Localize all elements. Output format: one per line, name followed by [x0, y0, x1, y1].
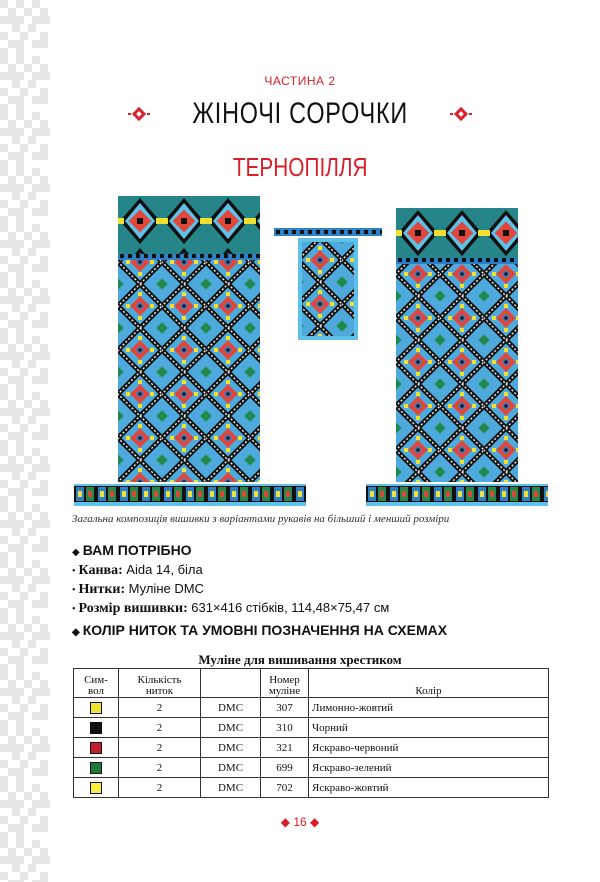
number-cell: 310 — [261, 718, 309, 738]
number-cell: 702 — [261, 778, 309, 798]
table-row — [74, 698, 549, 718]
diamond-ornament-icon — [450, 103, 472, 125]
diamond-bullet-icon: ◆ — [280, 815, 290, 829]
embroidery-front-panel — [118, 196, 260, 482]
threads-value: Муліне DMC — [128, 581, 204, 596]
table-row — [74, 738, 549, 758]
page-title: ЖІНОЧІ СОРОЧКИ — [192, 97, 408, 130]
count-cell: 2 — [119, 758, 201, 778]
color-swatch — [90, 702, 102, 714]
region-title: ТЕРНОПІЛЛЯ — [232, 152, 368, 182]
symbol-cell — [74, 698, 119, 718]
symbol-cell — [74, 758, 119, 778]
canvas-value: Aida 14, біла — [126, 562, 203, 577]
canvas-label: Канва: — [78, 563, 123, 578]
color-name-cell: Яскраво-жовтий — [309, 778, 549, 798]
figure-caption: Загальна композиція вишивки з варіантами рукавів на більший і менший розміри — [72, 513, 450, 525]
number-cell: 307 — [261, 698, 309, 718]
number-cell: 321 — [261, 738, 309, 758]
materials-section — [72, 542, 389, 618]
color-name-cell: Чорний — [309, 718, 549, 738]
embroidery-sleeve-strip — [274, 228, 382, 236]
count-cell: 2 — [119, 738, 201, 758]
thread-table — [73, 668, 549, 798]
number-cell: 699 — [261, 758, 309, 778]
table-row — [74, 778, 549, 798]
diamond-bullet-icon: ◆ — [72, 547, 80, 558]
color-name-cell: Лимонно-жовтий — [309, 698, 549, 718]
table-title: Муліне для вишивання хрестиком — [198, 652, 402, 667]
count-cell: 2 — [119, 698, 201, 718]
symbol-cell — [74, 778, 119, 798]
embroidery-back-panel — [396, 208, 518, 482]
diamond-bullet-icon: ◆ — [72, 627, 80, 638]
color-name-cell: Яскраво-червоний — [309, 738, 549, 758]
symbol-cell — [74, 738, 119, 758]
color-swatch — [90, 782, 102, 794]
brand-cell: DMC — [201, 718, 261, 738]
brand-cell: DMC — [201, 738, 261, 758]
size-label: Розмір вишивки: — [78, 601, 188, 616]
color-swatch — [90, 722, 102, 734]
embroidery-hem-left — [74, 484, 306, 506]
colors-heading: ◆ КОЛІР НИТОК ТА УМОВНІ ПОЗНАЧЕННЯ НА СХЕМАХ — [72, 622, 448, 638]
color-swatch — [90, 742, 102, 754]
part-label: ЧАСТИНА 2 — [264, 74, 336, 88]
brand-cell: DMC — [201, 698, 261, 718]
title-row — [0, 94, 600, 134]
table-header-row — [74, 669, 549, 698]
brand-cell: DMC — [201, 758, 261, 778]
color-swatch — [90, 762, 102, 774]
embroidery-hem-right — [366, 484, 548, 506]
header-brand — [201, 669, 261, 698]
size-value: 631×416 стібків, 114,48×75,47 см — [191, 600, 390, 615]
materials-heading: ВАМ ПОТРІБНО — [82, 542, 192, 558]
header-number: Номер муліне — [261, 669, 309, 698]
symbol-cell — [74, 718, 119, 738]
dot-bullet-icon: • — [72, 585, 76, 596]
dot-bullet-icon: • — [72, 566, 76, 577]
page-number: ◆ 16 ◆ — [280, 815, 320, 829]
color-name-cell: Яскраво-зелений — [309, 758, 549, 778]
header-count: Кількість ниток — [119, 669, 201, 698]
diamond-bullet-icon: ◆ — [310, 815, 320, 829]
table-row — [74, 718, 549, 738]
dot-bullet-icon: • — [72, 604, 76, 615]
header-symbol: Сим- вол — [74, 669, 119, 698]
embroidery-sleeve-panel — [298, 238, 358, 340]
diamond-ornament-icon — [128, 103, 150, 125]
table-row — [74, 758, 549, 778]
count-cell: 2 — [119, 778, 201, 798]
count-cell: 2 — [119, 718, 201, 738]
header-color: Колір — [309, 669, 549, 698]
threads-label: Нитки: — [78, 582, 126, 597]
brand-cell: DMC — [201, 778, 261, 798]
